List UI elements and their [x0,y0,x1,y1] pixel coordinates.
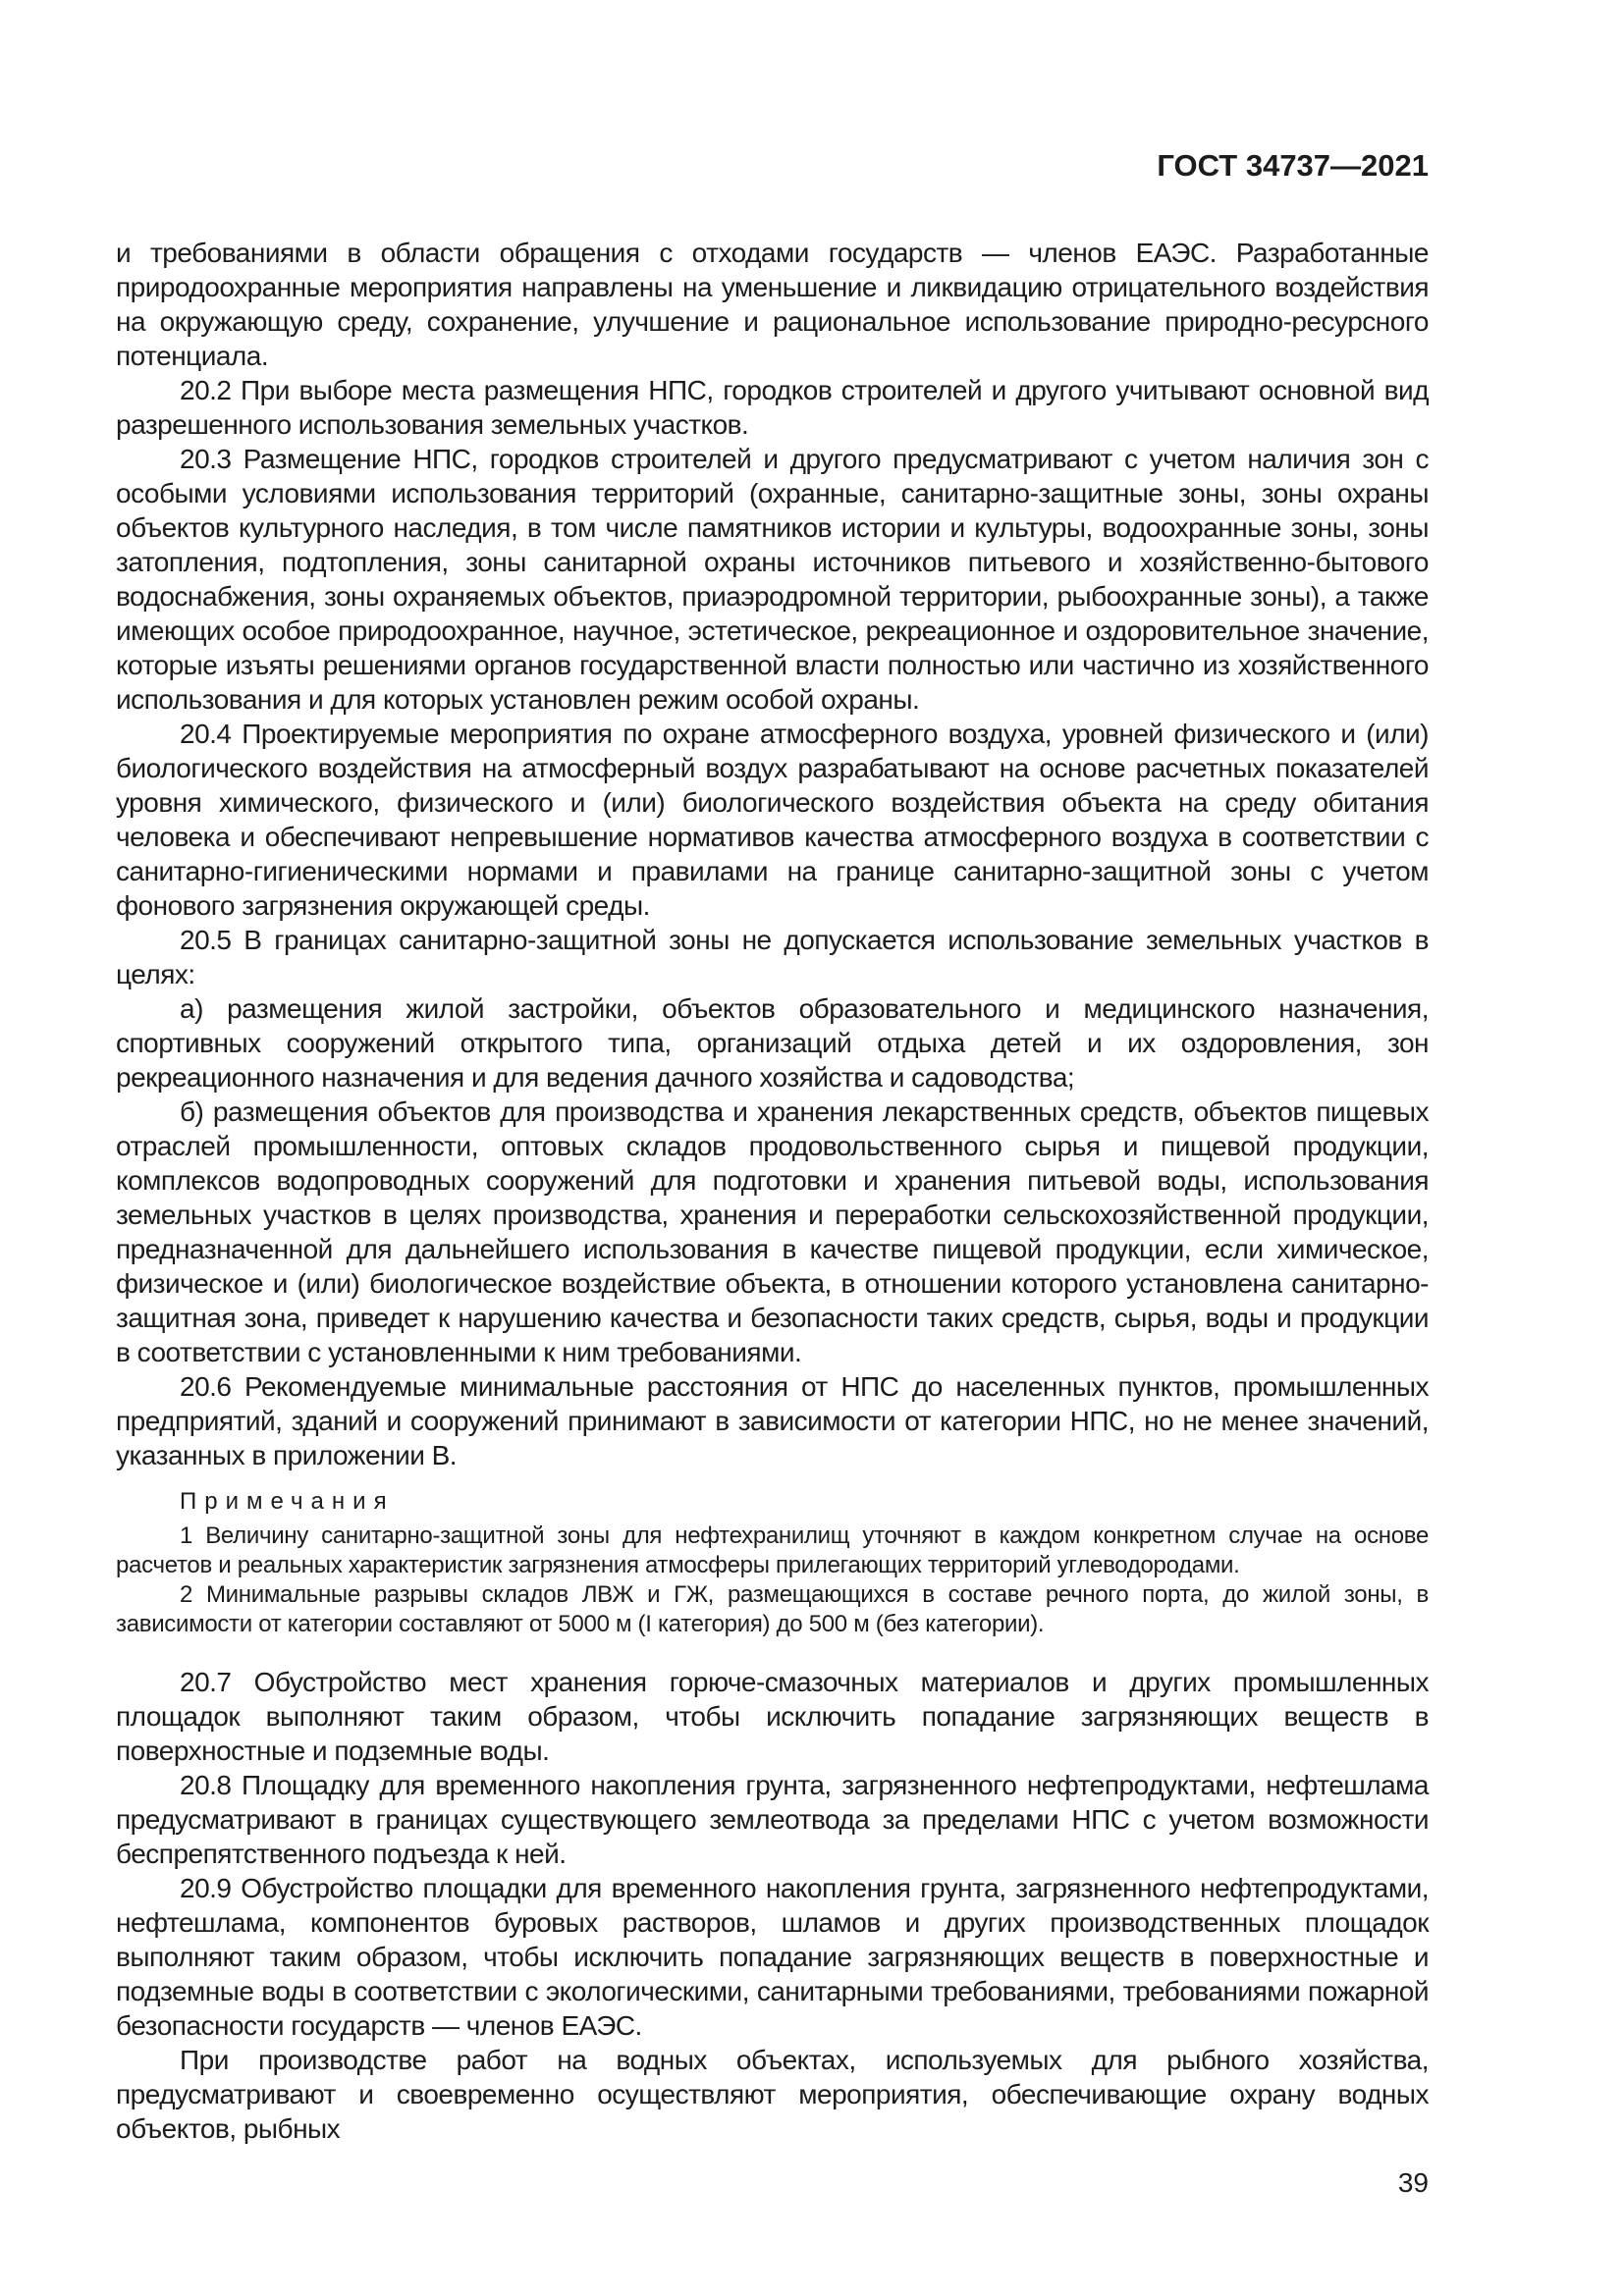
document-body [116,236,1429,2146]
note-1: 1 Величину санитарно-защитной зоны для нефтехранилищ уточняют в каждом конкретном случае на основе расчетов и реальных характеристик загрязнения атмосферы прилегающих территорий углеводородами. [116,1522,1429,1578]
clause-20-2: 20.2 При выборе места размещения НПС, городков строителей и другого учитывают основной вид разрешенного использования земельных участков. [116,375,1429,440]
page-number: 39 [1397,2167,1429,2198]
list-item-b: б) размещения объектов для производства и хранения лекарственных средств, объектов пищевых отраслей промышленности, оптовых складов продовольственного сырья и пищевой продукции, комплексов водопроводных сооружений для подготовки и хранения питьевой воды, использования земельных участков в целях производства, хранения и переработки сельскохозяйственной продукции, предназначенной для дальнейшего использования в качестве пищевой продукции, если химическое, физическое и (или) биологическое воздействие объекта, в отношении которого установлена санитарно-защитная зона, приведет к нарушению качества и безопасности таких средств, сырья, воды и продукции в соответствии с установленными к ним требованиями. [116,1096,1429,1367]
list-item-a: а) размещения жилой застройки, объектов образовательного и медицинского назначения, спортивных сооружений открытого типа, организаций отдыха детей и их оздоровления, зон рекреационного назначения и для ведения дачного хозяйства и садоводства; [116,993,1429,1093]
notes-heading: Примечания [180,1488,395,1515]
clause-20-7: 20.7 Обустройство мест хранения горюче-смазочных материалов и других промышленных площадок выполняют таким образом, чтобы исключить попадание загрязняющих веществ в поверхностные и подземные воды. [116,1667,1429,1766]
paragraph-water-bodies: При производстве работ на водных объектах, используемых для рыбного хозяйства, предусматривают и своевременно осуществляют мероприятия, обеспечивающие охрану водных объектов, рыбных [116,2045,1429,2144]
clause-20-3: 20.3 Размещение НПС, городков строителей и другого предусматривают с учетом наличия зон с особыми условиями использования территорий (охранные, санитарно-защитные зоны, зоны охраны объектов культурного наследия, в том числе памятников истории и культуры, водоохранные зоны, зоны затопления, подтопления, зоны санитарной охраны источников питьевого и хозяйственно-бытового водоснабжения, зоны охраняемых объектов, приаэродромной территории, рыбоохранные зоны), а также имеющих особое природоохранное, научное, эстетическое, рекреационное и оздоровительное значение, которые изъяты решениями органов государственной власти полностью или частично из хозяйственного использования и для которых установлен режим особой охраны. [116,444,1429,715]
notes-block [116,1488,1429,1639]
clause-20-6: 20.6 Рекомендуемые минимальные расстояния от НПС до населенных пунктов, промышленных предприятий, зданий и сооружений принимают в зависимости от категории НПС, но не менее значений, указанных в приложении В. [116,1371,1429,1470]
clause-20-8: 20.8 Площадку для временного накопления грунта, загрязненного нефтепродуктами, нефтешлама предусматривают в границах существующего землеотвода за пределами НПС с учетом возможности беспрепятственного подъезда к ней. [116,1770,1429,1869]
clause-20-9: 20.9 Обустройство площадки для временного накопления грунта, загрязненного нефтепродуктами, нефтешлама, компонентов буровых растворов, шламов и других производственных площадок выполняют таким образом, чтобы исключить попадание загрязняющих веществ в поверхностные и подземные воды в соответствии с экологическими, санитарными требованиями, требованиями пожарной безопасности государств — членов ЕАЭС. [116,1873,1429,2041]
clause-20-5: 20.5 В границах санитарно-защитной зоны не допускается использование земельных участков в целях: [116,925,1429,989]
clause-20-4: 20.4 Проектируемые мероприятия по охране атмосферного воздуха, уровней физического и (или) биологического воздействия на атмосферный воздух разрабатывают на основе расчетных показателей уровня химического, физического и (или) биологического воздействия объекта на среду обитания человека и обеспечивают непревышение нормативов качества атмосферного воздуха в соответствии с санитарно-гигиеническими нормами и правилами на границе санитарно-защитной зоны с учетом фонового загрязнения окружающей среды. [116,719,1429,921]
document-header: ГОСТ 34737—2021 [1157,148,1429,183]
note-2: 2 Минимальные разрывы складов ЛВЖ и ГЖ, размещающихся в составе речного порта, до жилой зоны, в зависимости от категории составляют от 5000 м (I категория) до 500 м (без категории). [116,1581,1429,1637]
paragraph-continuation: и требованиями в области обращения с отходами государств — членов ЕАЭС. Разработанные природоохранные мероприятия направлены на уменьшение и ликвидацию отрицательного воздействия на окружающую среду, сохранение, улучшение и рациональное использование природно-ресурсного потенциала. [116,238,1429,371]
